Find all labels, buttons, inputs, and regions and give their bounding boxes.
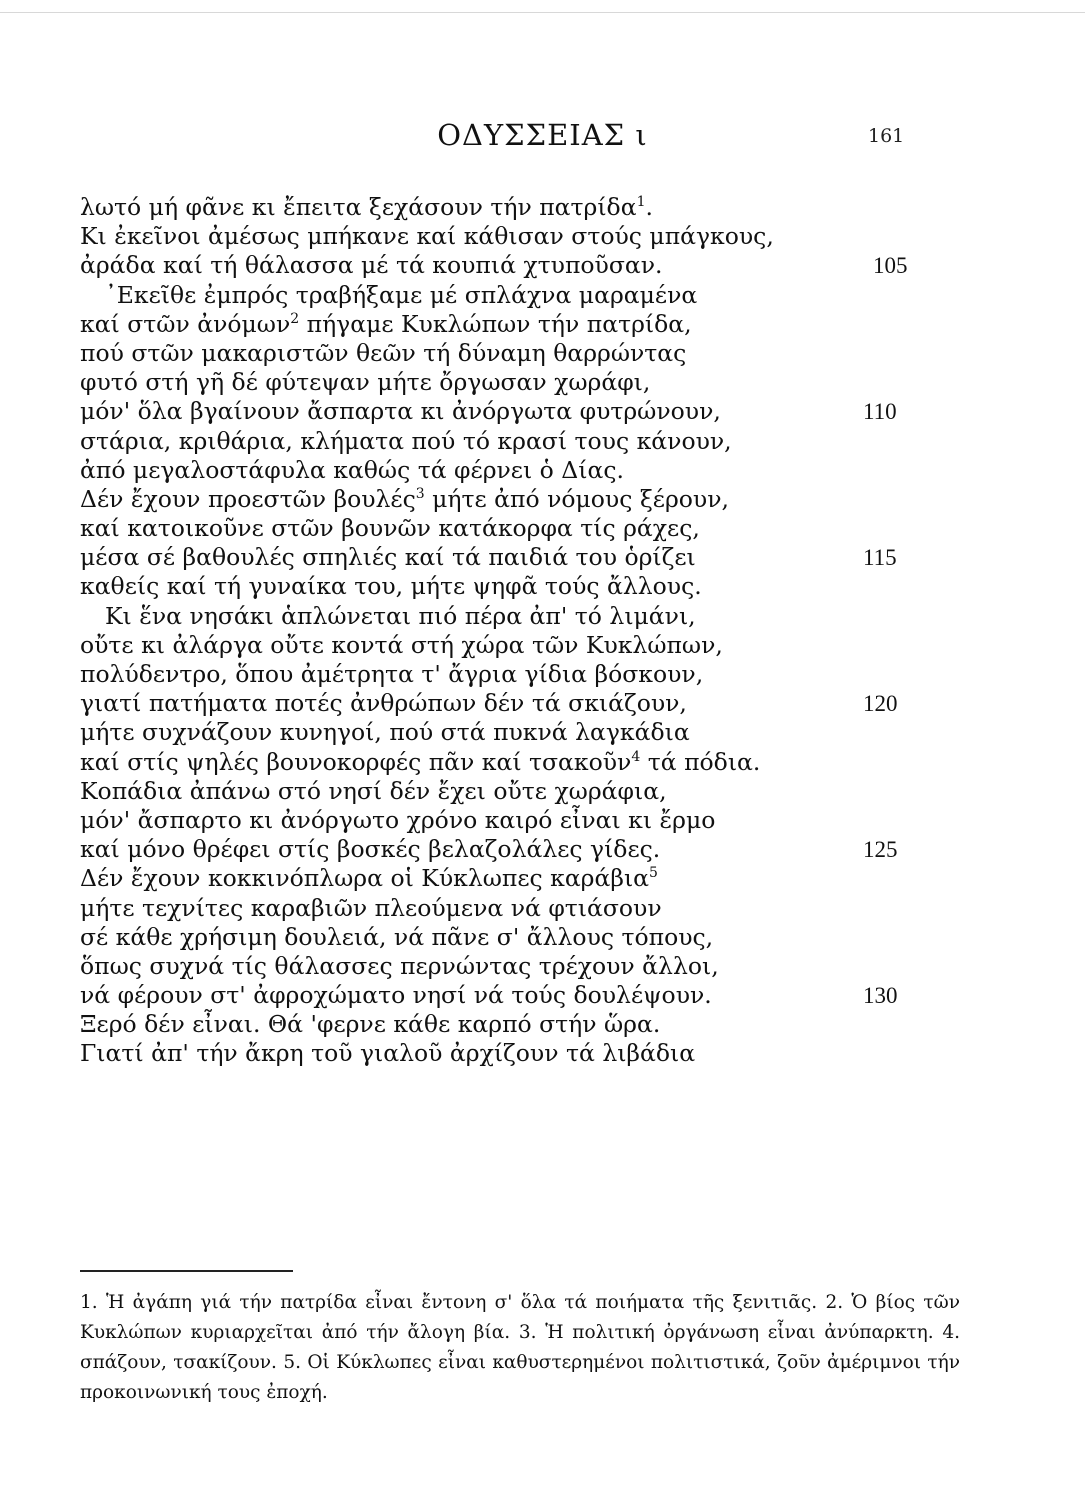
verse-text-part: στάρια, κριθάρια, κλήματα πού τό κρασί τους κάνουν, — [80, 426, 732, 455]
verse-text-part: Κι ἐκεῖνοι ἀμέσως μπήκανε καί κάθισαν στούς μπάγκους, — [80, 222, 774, 251]
verse-text — [80, 981, 712, 1010]
verse-line — [80, 251, 960, 280]
verse-text-part: μέσα σέ βαθουλές σπηλιές καί τά παιδιά του ὁρίζει — [80, 543, 696, 572]
verse-text-part: καί κατοικοῦνε στῶν βουνῶν κατάκορφα τίς ράχες, — [80, 514, 700, 543]
verse-text-part: σέ κάθε χρήσιμη δουλειά, νά πᾶνε σ' ἄλλους τόπους, — [80, 922, 714, 951]
verse-text — [80, 923, 713, 952]
verse-line — [80, 806, 960, 835]
verse-text-part: μήτε τεχνίτες καραβιῶν πλεούμενα νά φτιάσουν — [80, 893, 662, 922]
verse-text-part: ὅπως συχνά τίς θάλασσες περνώντας τρέχουν ἄλλοι, — [80, 951, 719, 980]
verse-text-part: μόν' ὅλα βγαίνουν ἄσπαρτα κι ἀνόργωτα φυτρώνουν, — [80, 397, 721, 426]
verse-text-part: νά φέρουν στ' ἀφροχώματο νησί νά τούς δουλέψουν. — [80, 981, 712, 1010]
verse-text-part: Γιατί ἀπ' τήν ἄκρη τοῦ γιαλοῦ ἀρχίζουν τά λιβάδια — [80, 1039, 696, 1068]
line-number: 120 — [863, 691, 898, 717]
verse-text — [80, 660, 703, 689]
verse-text — [80, 806, 715, 835]
verse-text-part: γιατί πατήματα ποτές ἀνθρώπων δέν τά σκιάζουν, — [80, 689, 687, 718]
verse-text — [80, 1039, 695, 1068]
verse-text — [80, 631, 723, 660]
verse-line — [80, 689, 960, 718]
verse-text-part: πού στῶν μακαριστῶν θεῶν τή δύναμη θαρρώντας — [80, 338, 687, 367]
verse-text-part: φυτό στή γῆ δέ φύτεψαν μήτε ὄργωσαν χωράφι, — [80, 368, 651, 397]
verse-block — [80, 193, 960, 1069]
verse-line — [80, 631, 960, 660]
footnote-marker: 4 — [631, 748, 641, 765]
verse-text — [80, 689, 687, 718]
verse-text — [80, 427, 732, 456]
verse-text — [80, 602, 696, 631]
verse-text — [80, 456, 624, 485]
verse-text — [80, 952, 719, 981]
verse-text — [80, 894, 662, 923]
verse-text — [80, 777, 667, 806]
verse-text — [80, 339, 686, 368]
line-number: 115 — [863, 545, 897, 571]
verse-line — [80, 660, 960, 689]
verse-line — [80, 864, 960, 893]
scan-edge-line — [0, 12, 1085, 13]
verse-text-part: Κι ἕνα νησάκι ἁπλώνεται πιό πέρα ἀπ' τό λιμάνι, — [105, 601, 696, 630]
verse-text — [80, 864, 658, 893]
verse-text — [80, 368, 650, 397]
verse-text-part: Δέν ἔχουν κοκκινόπλωρα οἱ Κύκλωπες καράβια — [80, 864, 650, 893]
verse-text-part: οὔτε κι ἀλάργα οὔτε κοντά στή χώρα τῶν Κυκλώπων, — [80, 630, 723, 659]
verse-text-part: καί μόνο θρέφει στίς βοσκές βελαζολάλες γίδες. — [80, 835, 661, 864]
verse-text — [80, 222, 774, 251]
verse-text-part: καί στίς ψηλές βουνοκορφές πᾶν καί τσακοῦν — [80, 747, 632, 776]
verse-text — [80, 281, 697, 310]
verse-line — [80, 368, 960, 397]
verse-line — [80, 193, 960, 222]
verse-text-part: ἀπό μεγαλοστάφυλα καθώς τά φέρνει ὁ Δίας. — [80, 455, 624, 484]
verse-line — [80, 777, 960, 806]
verse-text — [80, 1010, 660, 1039]
verse-text-part: μόν' ἄσπαρτο κι ἀνόργωτο χρόνο καιρό εἶναι κι ἔρμο — [80, 805, 716, 834]
line-number: 110 — [863, 399, 897, 425]
verse-text-part: μήτε ἀπό νόμους ξέρουν, — [424, 484, 729, 513]
line-number: 130 — [863, 983, 898, 1009]
footnote-divider — [80, 1270, 293, 1272]
line-number: 105 — [873, 253, 908, 279]
verse-text-part: ᾿Εκεῖθε ἐμπρός τραβήξαμε μέ σπλάχνα μαραμένα — [105, 280, 698, 309]
verse-text — [80, 718, 690, 747]
verse-line — [80, 952, 960, 981]
verse-text-part: . — [645, 193, 653, 221]
verse-text — [80, 514, 700, 543]
verse-line — [80, 514, 960, 543]
verse-line — [80, 456, 960, 485]
verse-text — [80, 835, 660, 864]
verse-text-part: καθείς καί τή γυναίκα του, μήτε ψηφᾶ τούς ἄλλους. — [80, 572, 702, 601]
verse-line — [80, 310, 960, 339]
verse-text-part: Κοπάδια ἀπάνω στό νησί δέν ἔχει οὔτε χωράφια, — [80, 776, 667, 805]
verse-text-part: πολύδεντρο, ὅπου ἀμέτρητα τ' ἄγρια γίδια βόσκουν, — [80, 660, 704, 688]
verse-line — [80, 923, 960, 952]
verse-line — [80, 1010, 960, 1039]
verse-line — [80, 397, 960, 426]
footnote-marker: 5 — [649, 865, 658, 882]
verse-text — [80, 251, 663, 280]
verse-line — [80, 1039, 960, 1068]
verse-line — [80, 572, 960, 601]
verse-line — [80, 485, 960, 514]
footnote-marker: 2 — [290, 310, 300, 327]
verse-line — [80, 718, 960, 747]
verse-line — [80, 602, 960, 631]
verse-text-part: πήγαμε Κυκλώπων τήν πατρίδα, — [299, 309, 692, 338]
verse-text-part: Ξερό δέν εἶναι. Θά 'φερνε κάθε καρπό στήν ὥρα. — [80, 1010, 661, 1039]
verse-line — [80, 427, 960, 456]
verse-line — [80, 748, 960, 777]
verse-text — [80, 193, 653, 222]
verse-text — [80, 310, 692, 339]
verse-text-part: λωτό μή φᾶνε κι ἔπειτα ξεχάσουν τήν πατρίδα — [80, 193, 637, 221]
running-head-title: ΟΔΥΣΣΕΙΑΣ ι — [437, 118, 648, 152]
verse-text — [80, 748, 760, 777]
verse-line — [80, 339, 960, 368]
verse-text-part: καί στῶν ἀνόμων — [80, 309, 291, 338]
verse-text — [80, 572, 702, 601]
verse-text — [80, 485, 729, 514]
verse-text-part: ἀράδα καί τή θάλασσα μέ τά κουπιά χτυποῦσαν. — [80, 251, 663, 280]
line-number: 125 — [863, 837, 898, 863]
verse-text-part: Δέν ἔχουν προεστῶν βουλές — [80, 484, 416, 513]
verse-line — [80, 281, 960, 310]
verse-text-part: τά πόδια. — [640, 747, 761, 776]
verse-text — [80, 397, 721, 426]
footnote-marker: 3 — [415, 485, 425, 502]
verse-line — [80, 543, 960, 572]
verse-text — [80, 543, 696, 572]
verse-text-part: μήτε συχνάζουν κυνηγοί, πού στά πυκνά λαγκάδια — [80, 718, 690, 747]
verse-line — [80, 894, 960, 923]
footnote-marker: 1 — [636, 194, 646, 210]
verse-line — [80, 981, 960, 1010]
footnotes: 1. Ἡ ἀγάπη γιά τήν πατρίδα εἶναι ἔντονη σ' ὅλα τά ποιήματα τῆς ξενιτιᾶς. 2. Ὁ βίος τῶν Κυκλώπων κυριαρχεῖται ἀπό τήν ἄλογη βία. 3. Ἡ πολιτική ὀργάνωση εἶναι ἀνύπαρκτη. 4. σπάζουν, τσακίζουν. 5. Οἱ Κύκλωπες εἶναι καθυστερημένοι πολιτιστικά, ζοῦν ἀμέριμνοι τήν προκοινωνική τους ἐποχή. — [80, 1292, 960, 1403]
verse-line — [80, 222, 960, 251]
page-number: 161 — [868, 125, 905, 147]
verse-line — [80, 835, 960, 864]
